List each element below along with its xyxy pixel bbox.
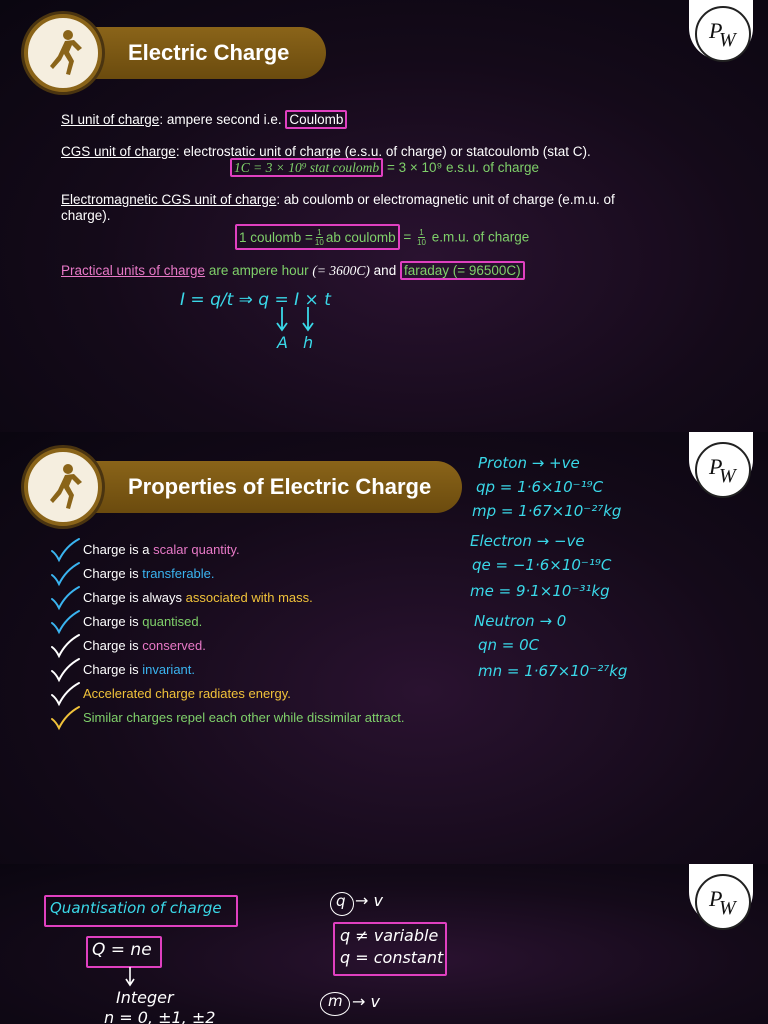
runner-icon [28,18,98,88]
prac-ah: (= 3600C) [312,263,370,278]
svg-text:W: W [719,465,736,487]
property-text [83,566,215,581]
property-text [83,542,240,557]
m-circle-label: m [328,992,343,1010]
check-icon [48,609,82,635]
prac-faraday: faraday (= 96500C) [403,263,521,278]
property-prefix: Charge is always [83,590,186,605]
property-prefix: Charge is [83,638,143,653]
property-highlight: Accelerated charge radiates energy. [83,686,291,701]
cgs-text: : electrostatic unit of charge (e.s.u. of charge) or statcoulomb (stat C). [175,144,591,159]
fraction-1-10-b [417,228,426,247]
cgs-eq-right: = 3 × 10⁹ e.s.u. of charge [386,160,540,175]
cgs-eq-left: 1C = 3 × 10⁹ stat coulomb [230,158,383,177]
em-equation [235,224,529,250]
cgs-equation [230,159,539,176]
property-highlight: associated with mass. [185,590,313,605]
svg-text:W: W [719,29,736,51]
em-line [61,191,615,208]
frac-den: 10 [314,237,324,247]
prac-text: are ampere hour [208,263,309,278]
em-eq-left-box [235,224,400,250]
si-label: SI unit of charge [61,112,160,127]
frac-num-b: 1 [419,228,424,238]
property-highlight: scalar quantity. [153,542,240,557]
em-text: : ab coulomb or electromagnetic unit of charge (e.m.u. of [276,192,615,207]
eq-sign: = [403,229,412,245]
handwritten-formula: I = q/t ⇒ q = I × t [180,290,331,310]
pw-logo [695,6,751,62]
property-text [83,638,206,653]
prac-faraday-box [400,261,525,280]
fraction-1-10 [315,228,324,247]
check-icon [48,633,82,659]
property-prefix: Charge is [83,614,143,629]
property-text [83,590,313,605]
property-highlight: invariant. [142,662,195,677]
note-line: mp = 1·67×10⁻²⁷kg [472,502,622,520]
property-item [48,610,203,634]
q-circle-label: q [336,892,346,910]
property-item [48,538,240,562]
q-not-variable: q ≠ variable [340,926,439,945]
property-highlight: quantised. [142,614,203,629]
runner-badge [24,448,102,526]
note-line: me = 9·1×10⁻³¹kg [470,582,610,600]
svg-text:P: P [709,454,723,479]
note-line: qn = 0C [478,636,540,654]
q-constant: q = constant [340,948,444,967]
svg-text:W: W [719,897,736,919]
prac-label: Practical units of charge [61,263,206,278]
frac-den-b: 10 [417,238,426,248]
runner-badge [24,14,102,92]
runner-icon [28,452,98,522]
pw-logo-icon [701,880,745,924]
slide-electric-charge [0,0,768,432]
em-eq-left-pre: 1 coulomb = [239,229,313,245]
check-icon [48,705,82,731]
note-line: Proton → +ve [478,454,580,472]
em-eq-left-post: ab coulomb [325,229,396,245]
si-text: : ampere second i.e. [159,112,282,127]
si-unit-box: Coulomb [285,110,347,129]
em-eq-right: e.m.u. of charge [431,229,530,245]
down-arrow [124,966,136,988]
check-icon [48,561,82,587]
frac-num: 1 [317,227,322,237]
property-text [83,614,202,629]
n-values: n = 0, ±1, ±2 [104,1008,216,1024]
si-unit-line [61,111,347,128]
hand-A: A [277,333,288,352]
property-prefix: Charge is [83,566,143,581]
hand-h: h [303,333,314,352]
check-icon [48,537,82,563]
em-line-2: charge). [61,208,111,223]
arrow-v-2: → v [352,992,380,1011]
pw-logo [695,874,751,930]
pw-logo [695,442,751,498]
practical-line [61,262,525,279]
property-item [48,634,206,658]
property-highlight: Similar charges repel each other while dissimilar attract. [83,710,405,725]
property-highlight: conserved. [142,638,206,653]
down-arrows [270,305,320,335]
property-prefix: Charge is [83,662,143,677]
note-line: qe = −1·6×10⁻¹⁹C [472,556,612,574]
slide-title: Properties of Electric Charge [128,474,432,499]
check-icon [48,681,82,707]
slide-quantisation [0,864,768,1024]
svg-text:P: P [709,18,723,43]
pw-logo-icon [701,12,745,56]
pw-logo-icon [701,448,745,492]
property-item [48,658,195,682]
property-item [48,586,313,610]
quantisation-title: Quantisation of charge [50,899,222,917]
em-label: Electromagnetic CGS unit of charge [61,192,277,207]
property-text [83,710,405,725]
slide-title: Electric Charge [128,40,290,65]
prac-and: and [373,263,397,278]
title-pill [70,27,326,79]
note-line: qp = 1·6×10⁻¹⁹C [476,478,604,496]
property-text [83,686,291,701]
property-prefix: Charge is a [83,542,154,557]
property-item [48,682,291,706]
title-pill [70,461,462,513]
note-line: Neutron → 0 [474,612,567,630]
formula-q-ne: Q = ne [92,940,152,960]
slide-properties [0,432,768,864]
svg-text:P: P [709,886,723,911]
property-item [48,706,405,730]
note-line: Electron → −ve [470,532,585,550]
cgs-label: CGS unit of charge [61,144,176,159]
property-text [83,662,195,677]
property-highlight: transferable. [142,566,215,581]
arrow-v-1: → v [355,891,383,910]
integer-label: Integer [116,988,174,1007]
note-line: mn = 1·67×10⁻²⁷kg [478,662,628,680]
property-item [48,562,215,586]
check-icon [48,585,82,611]
check-icon [48,657,82,683]
